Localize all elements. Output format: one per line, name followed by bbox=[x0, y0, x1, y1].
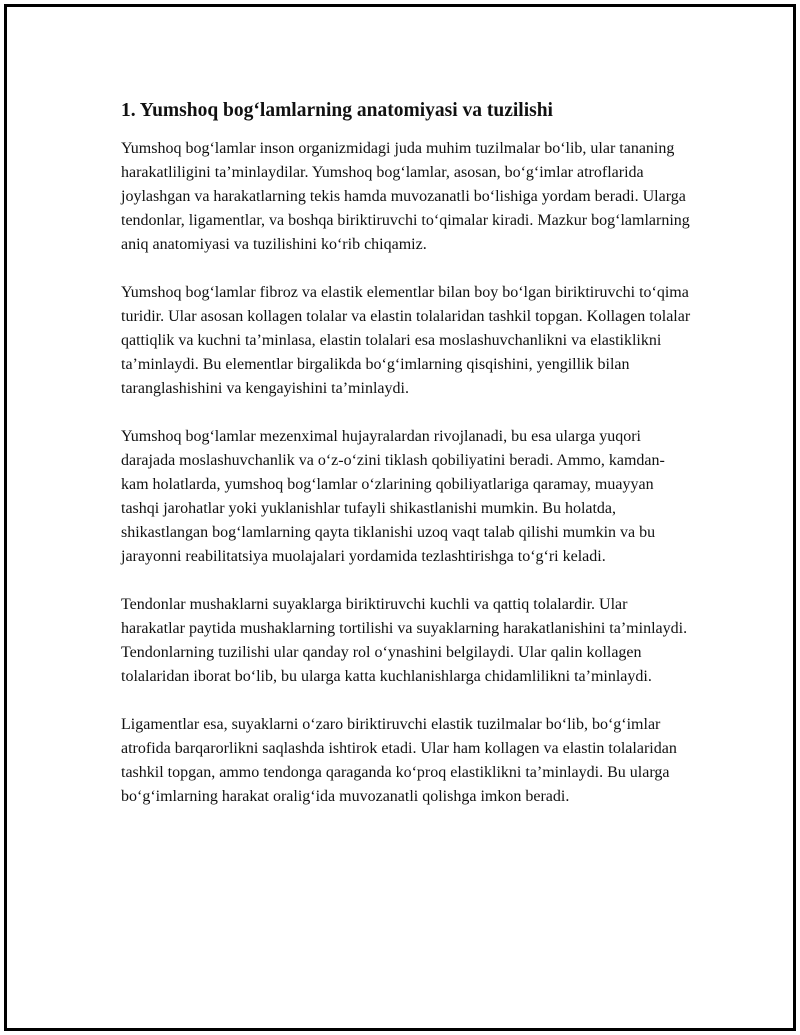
section-heading: 1. Yumshoq bog‘lamlarning anatomiyasi va tuzilishi bbox=[121, 100, 553, 121]
paragraph-composition: Yumshoq bog‘lamlar fibroz va elastik elementlar bilan boy bo‘lgan biriktiruvchi to‘qima turidir. Ular asosan kollagen tolalar va elastin tolalaridan tashkil topgan. Kollagen tolalar qattiqlik va kuchni ta’minlasa, elastin tolalari esa moslashuvchanlikni va elastiklikni ta’minlaydi. Bu elementlar birgalikda bo‘g‘imlarning qisqishini, yengillik bilan taranglashishini va kengayishini ta’minlaydi. bbox=[121, 284, 691, 397]
paragraph-tendons: Tendonlar mushaklarni suyaklarga biriktiruvchi kuchli va qattiq tolalardir. Ular harakatlar paytida mushaklarning tortilishi va suyaklarning harakatlanishini ta’minlaydi. Tendonlarning tuzilishi ular qanday rol o‘ynashini belgilaydi. Ular qalin kollagen tolalaridan iborat bo‘lib, bu ularga katta kuchlanishlarga chidamlilikni ta’minlaydi. bbox=[121, 596, 688, 685]
document-page bbox=[4, 4, 796, 1031]
document-body bbox=[121, 97, 691, 833]
paragraph-development: Yumshoq bog‘lamlar mezenximal hujayralardan rivojlanadi, bu esa ularga yuqori darajada moslashuvchanlik va o‘z-o‘zini tiklash qobiliyatini beradi. Ammo, kamdan-kam holatlarda, yumshoq bog‘lamlar o‘zlarining qobiliyatlariga qaramay, muayyan tashqi jarohatlar yoki yuklanishlar tufayli shikastlanishi mumkin. Bu holatda, shikastlangan bog‘lamlarning qayta tiklanishi uzoq vaqt talab qilishi mumkin va bu jarayonni reabilitatsiya muolajalari yordamida tezlashtirishga to‘g‘ri keladi. bbox=[121, 428, 665, 565]
paragraph-ligaments: Ligamentlar esa, suyaklarni o‘zaro biriktiruvchi elastik tuzilmalar bo‘lib, bo‘g‘imlar atrofida barqarorlikni saqlashda ishtirok etadi. Ular ham kollagen va elastin tolalaridan tashkil topgan, ammo tendonga qaraganda ko‘proq elastiklikni ta’minlaydi. Bu ularga bo‘g‘imlarning harakat oralig‘ida muvozanatli qolishga imkon beradi. bbox=[121, 716, 677, 805]
paragraph-intro: Yumshoq bog‘lamlar inson organizmidagi juda muhim tuzilmalar bo‘lib, ular tananing harakatliligini ta’minlaydilar. Yumshoq bog‘lamlar, asosan, bo‘g‘imlar atroflarida joylashgan va harakatlarning tekis hamda muvozanatli bo‘lishiga yordam beradi. Ularga tendonlar, ligamentlar, va boshqa biriktiruvchi to‘qimalar kiradi. Mazkur bog‘lamlarning aniq anatomiyasi va tuzilishini ko‘rib chiqamiz. bbox=[121, 140, 690, 253]
